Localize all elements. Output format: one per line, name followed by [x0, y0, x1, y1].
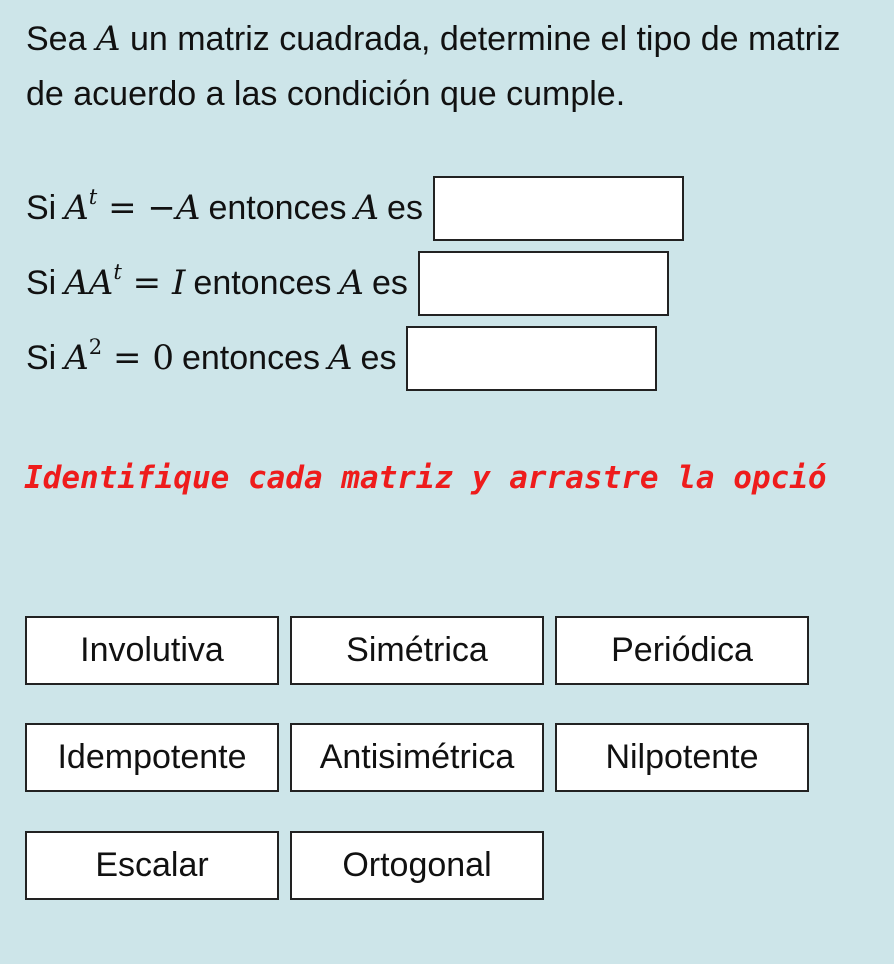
drop-zone-3[interactable] — [406, 326, 657, 391]
drop-zone-1[interactable] — [433, 176, 684, 241]
drop-zone-2[interactable] — [418, 251, 669, 316]
option-nilpotente[interactable]: Nilpotente — [555, 723, 809, 792]
si-label: Si — [26, 263, 57, 302]
intro-matrix-var: A — [95, 19, 121, 59]
formula-var-2: A — [88, 263, 114, 303]
option-periodica[interactable]: Periódica — [555, 616, 809, 685]
result-var: A — [354, 188, 380, 228]
condition-formula — [64, 333, 174, 378]
intro-pre: Sea — [26, 20, 87, 58]
formula-rhs-var: A — [175, 188, 201, 228]
formula-minus: − — [147, 188, 176, 228]
formula-var: A — [64, 338, 89, 378]
es-label: es — [371, 263, 408, 302]
condition-row-nilpotent — [26, 324, 657, 392]
entonces-label: entonces — [181, 338, 320, 377]
formula-eq: = — [108, 188, 137, 228]
formula-rhs: 0 — [152, 338, 174, 378]
result-var: A — [327, 338, 353, 378]
formula-var: A — [64, 188, 89, 228]
instruction-text: Identifique cada matriz y arrastre la opció — [24, 460, 827, 496]
result-var: A — [339, 263, 364, 303]
formula-rhs-var: I — [171, 263, 186, 303]
intro-post: un matriz cuadrada, determine el tipo de matriz de acuerdo a las condición que cumple. — [26, 20, 841, 113]
option-involutiva[interactable]: Involutiva — [25, 616, 279, 685]
condition-formula — [64, 258, 186, 303]
option-antisimetrica[interactable]: Antisimétrica — [290, 723, 544, 792]
condition-row-antisymmetric — [26, 174, 684, 242]
condition-formula — [64, 183, 201, 228]
formula-var: A — [64, 263, 89, 303]
formula-sup: 2 — [88, 333, 103, 359]
si-label: Si — [26, 188, 57, 227]
es-label: es — [360, 338, 397, 377]
condition-row-orthogonal — [26, 249, 669, 317]
formula-eq: = — [113, 338, 142, 378]
formula-sup: t — [113, 258, 122, 284]
entonces-label: entonces — [193, 263, 332, 302]
formula-sup: t — [88, 183, 98, 209]
si-label: Si — [26, 338, 57, 377]
option-idempotente[interactable]: Idempotente — [25, 723, 279, 792]
option-simetrica[interactable]: Simétrica — [290, 616, 544, 685]
formula-eq: = — [132, 263, 162, 303]
entonces-label: entonces — [208, 188, 347, 227]
option-ortogonal[interactable]: Ortogonal — [290, 831, 544, 900]
problem-statement — [26, 12, 876, 122]
option-escalar[interactable]: Escalar — [25, 831, 279, 900]
es-label: es — [387, 188, 423, 227]
